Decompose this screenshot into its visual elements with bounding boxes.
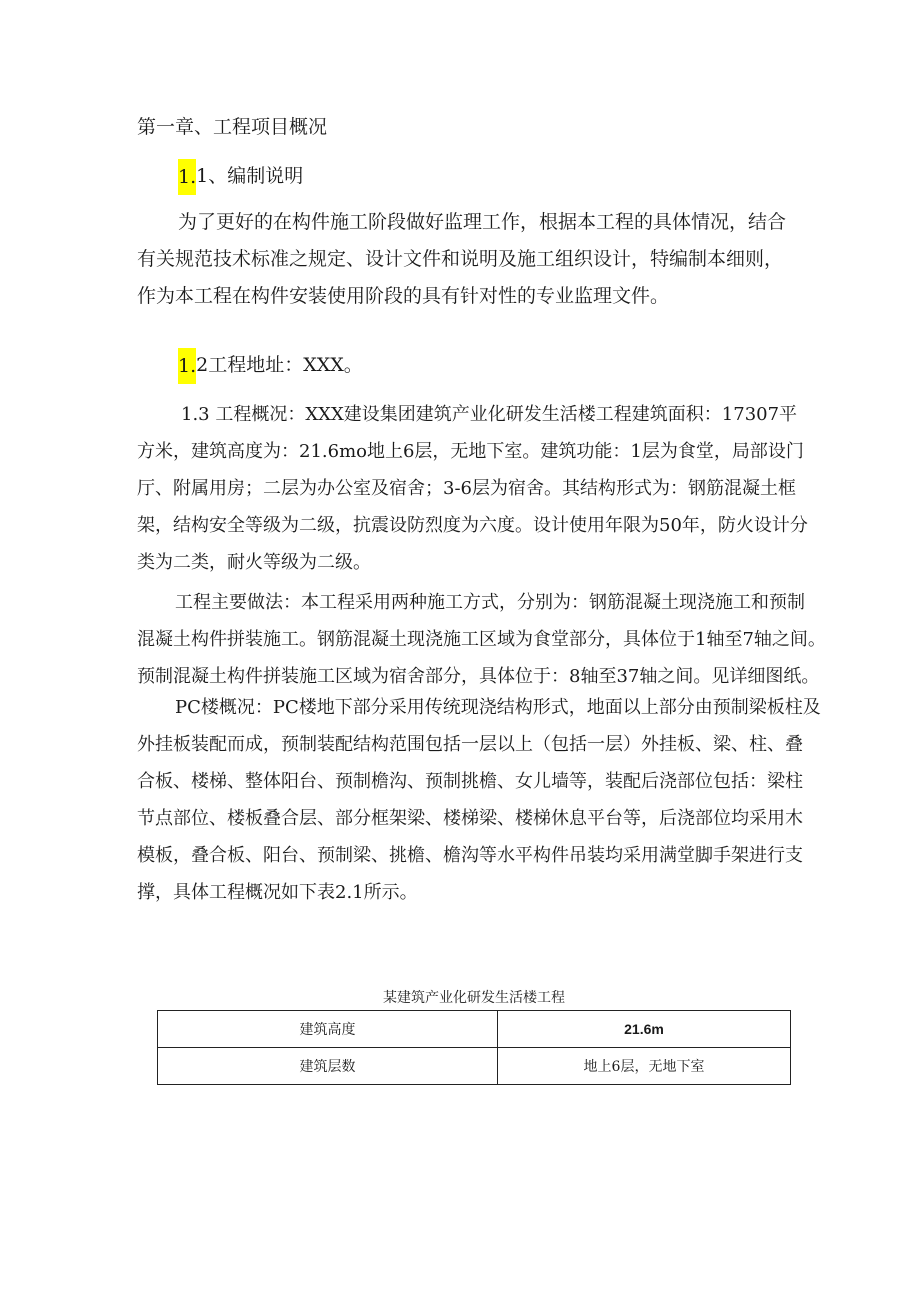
paragraph-pc bbox=[137, 689, 821, 911]
chapter-title: 第一章、工程项目概况 bbox=[137, 116, 328, 138]
paragraph-line: 合板、楼梯、整体阳台、预制檐沟、预制挑檐、女儿墙等，装配后浇部位包括：梁柱 bbox=[137, 771, 803, 792]
paragraph-line: PC楼概况：PC楼地下部分采用传统现浇结构形式，地面以上部分由预制梁板柱及 bbox=[175, 697, 821, 718]
paragraph-line: 节点部位、楼板叠合层、部分框架梁、楼梯梁、楼梯休息平台等，后浇部位均采用木 bbox=[137, 808, 803, 829]
paragraph-line: 类为二类，耐火等级为二级。 bbox=[137, 552, 371, 573]
section-1-1-text: 1、编制说明 bbox=[196, 165, 304, 187]
paragraph-line: 为了更好的在构件施工阶段做好监理工作，根据本工程的具体情况，结合 bbox=[178, 211, 787, 233]
paragraph-overview bbox=[137, 396, 808, 581]
paragraph-line: 外挂板装配而成，预制装配结构范围包括一层以上（包括一层）外挂板、梁、柱、叠 bbox=[137, 734, 803, 755]
paragraph-line: 架，结构安全等级为二级，抗震设防烈度为六度。设计使用年限为50年，防火设计分 bbox=[137, 515, 808, 536]
paragraph-line: 1.3 工程概况：XXX建设集团建筑产业化研发生活楼工程建筑面积：17307平 bbox=[181, 404, 798, 425]
paragraph-line: 撑，具体工程概况如下表2.1所示。 bbox=[137, 882, 418, 903]
paragraph-line: 作为本工程在构件安装使用阶段的具有针对性的专业监理文件。 bbox=[137, 285, 670, 307]
table-row bbox=[158, 1011, 791, 1048]
highlighted-number: 1. bbox=[178, 348, 196, 384]
table-cell-value: 地上6层，无地下室 bbox=[498, 1048, 791, 1085]
highlighted-number: 1. bbox=[178, 159, 196, 195]
overview-table bbox=[157, 1010, 791, 1085]
section-1-2-text: 2工程地址：XXX。 bbox=[196, 354, 363, 376]
table-cell-label: 建筑高度 bbox=[158, 1011, 498, 1048]
paragraph-line: 模板，叠合板、阳台、预制梁、挑檐、檐沟等水平构件吊装均采用满堂脚手架进行支 bbox=[137, 845, 803, 866]
table-caption: 某建筑产业化研发生活楼工程 bbox=[383, 990, 565, 1006]
paragraph-intro bbox=[137, 204, 786, 315]
table-cell-label: 建筑层数 bbox=[158, 1048, 498, 1085]
table-cell-value: 21.6m bbox=[498, 1011, 791, 1048]
section-1-1-heading bbox=[178, 158, 303, 195]
paragraph-line: 有关规范技术标准之规定、设计文件和说明及施工组织设计，特编制本细则， bbox=[137, 248, 784, 270]
paragraph-line: 方米，建筑高度为：21.6mo地上6层，无地下室。建筑功能：1层为食堂，局部设门 bbox=[137, 441, 804, 462]
paragraph-method bbox=[137, 584, 826, 695]
section-1-2-heading bbox=[178, 347, 363, 384]
paragraph-line: 厅、附属用房；二层为办公室及宿舍；3-6层为宿舍。其结构形式为：钢筋混凝土框 bbox=[137, 478, 796, 499]
paragraph-line: 预制混凝土构件拼装施工区域为宿舍部分，具体位于：8轴至37轴之间。见详细图纸。 bbox=[137, 666, 820, 687]
table-row bbox=[158, 1048, 791, 1085]
paragraph-line: 混凝土构件拼装施工。钢筋混凝土现浇施工区域为食堂部分，具体位于1轴至7轴之间。 bbox=[137, 629, 826, 650]
paragraph-line: 工程主要做法：本工程采用两种施工方式，分别为：钢筋混凝土现浇施工和预制 bbox=[175, 592, 805, 613]
